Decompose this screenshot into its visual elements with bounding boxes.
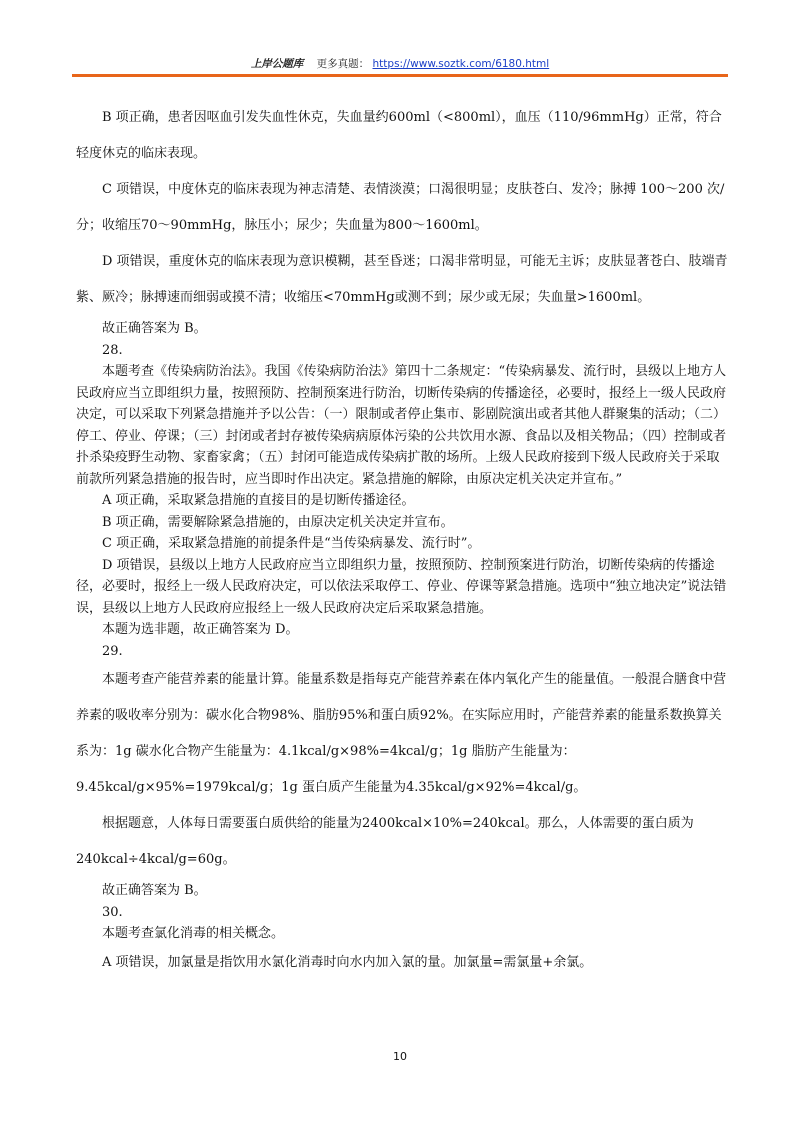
answer-content [76, 100, 730, 981]
header-label: 更多真题： [316, 58, 370, 70]
answer-line-29: 故正确答案为 B。 [102, 883, 207, 898]
paragraph-28-a: A 项正确，采取紧急措施的直接目的是切断传播途径。 [102, 493, 415, 508]
header-divider [72, 74, 728, 77]
paragraph-c-moderate-shock: C 项错误，中度休克的临床表现为神志清楚、表情淡漠；口渴很明显；皮肤苍白、发冷；脉搏 100～200 次/分；收缩压70～90mmHg，脉压小；尿少；失血量为800～1600ml。 [76, 182, 725, 233]
page-number: 10 [393, 1050, 407, 1063]
paragraph-28-c: C 项正确，采取紧急措施的前提条件是“当传染病暴发、流行时”。 [102, 536, 481, 551]
answer-line-27: 故正确答案为 B。 [102, 321, 207, 336]
paragraph-29-intro: 本题考查产能营养素的能量计算。能量系数是指每克产能营养素在体内氧化产生的能量值。一般混合膳食中营养素的吸收率分别为：碳水化合物98%、脂肪95%和蛋白质92%。在实际应用时，产能营养素的能量系数换算关系为：1g 碳水化合物产生能量为：4.1kcal/g×98%=4kcal/g；1g 脂肪产生能量为：9.45kcal/g×95%=1979kcal/g；1g 蛋白质产生能量为4.35kcal/g×92%=4kcal/g。 [76, 672, 727, 795]
paragraph-28-b: B 项正确，需要解除紧急措施的，由原决定机关决定并宣布。 [102, 514, 454, 530]
paragraph-30-intro: 本题考查氯化消毒的相关概念。 [102, 926, 285, 941]
paragraph-30-a: A 项错误，加氯量是指饮用水氯化消毒时向水内加入氯的量。加氯量=需氯量+余氯。 [102, 954, 593, 970]
paragraph-28-intro: 本题考查《传染病防治法》。我国《传染病防治法》第四十二条规定：“传染病暴发、流行时，县级以上地方人民政府应当立即组织力量，按照预防、控制预案进行防治，切断传染病的传播途径，必要时，报经上一级人民政府决定，可以采取下列紧急措施并予以公告：（一）限制或者停止集市、影剧院演出或者其他人群聚集的活动；（二）停工、停业、停课；（三）封闭或者封存被传染病病原体污染的公共饮用水源、食品以及相关物品；（四）控制或者扑杀染疫野生动物、家畜家禽；（五）封闭可能造成传染病扩散的场所。上级人民政府接到下级人民政府关于采取前款所列紧急措施的报告时，应当即时作出决定。紧急措施的解除，由原决定机关决定并宣布。” [76, 364, 727, 487]
header-url-link[interactable]: https://www.soztk.com/6180.html [372, 58, 550, 70]
paragraph-28-d: D 项错误，县级以上地方人民政府应当立即组织力量，按照预防、控制预案进行防治，切断传染病的传播途径，必要时，报经上一级人民政府决定，可以依法采取停工、停业、停课等紧急措施。选项中“独立地决定”说法错误，县级以上地方人民政府应报经上一级人民政府决定后采取紧急措施。 [76, 557, 727, 616]
answer-line-28: 本题为选非题，故正确答案为 D。 [102, 622, 299, 637]
paragraph-29-calc: 根据题意，人体每日需要蛋白质供给的能量为2400kcal×10%=240kcal。那么，人体需要的蛋白质为240kcal÷4kcal/g=60g。 [76, 816, 694, 867]
header-site-name: 上岸公题库 [250, 58, 304, 70]
paragraph-b-correct: B 项正确，患者因呕血引发失血性休克，失血量约600ml（<800ml），血压（110/96mmHg）正常，符合轻度休克的临床表现。 [76, 110, 722, 161]
question-number-28: 28. [102, 342, 123, 358]
question-number-30: 30. [102, 904, 123, 920]
question-number-29: 29. [102, 643, 123, 659]
page-header [72, 56, 728, 74]
paragraph-d-severe-shock: D 项错误，重度休克的临床表现为意识模糊，甚至昏迷；口渴非常明显，可能无主诉；皮肤显著苍白、肢端青紫、厥冷；脉搏速而细弱或摸不清；收缩压<70mmHg或测不到；尿少或无尿；失血量>1600ml。 [76, 254, 728, 305]
